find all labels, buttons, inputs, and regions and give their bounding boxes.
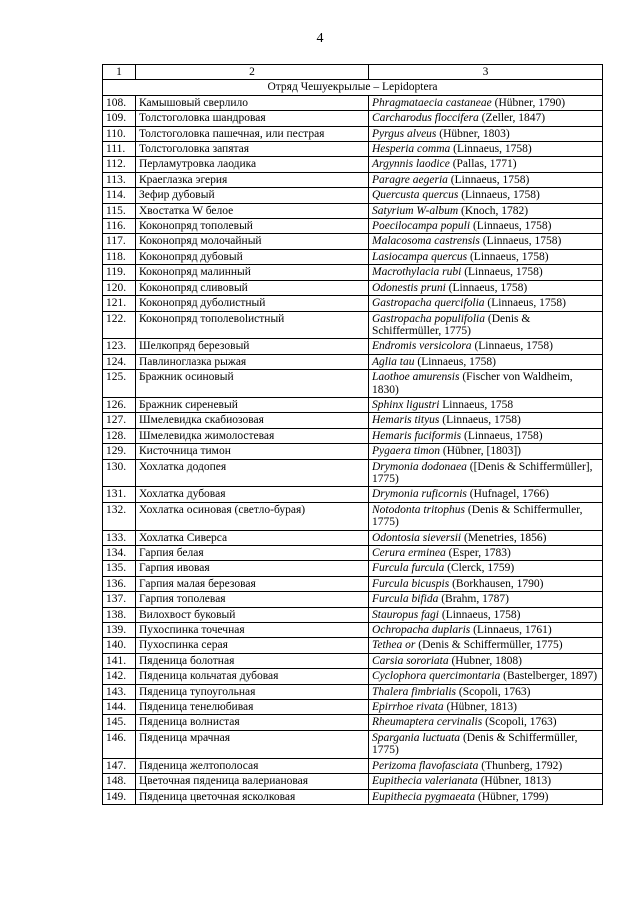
table-row bbox=[103, 234, 603, 249]
russian-name: Камышовый сверлило bbox=[136, 95, 369, 110]
author-year: (Linnaeus, 1758) bbox=[439, 414, 521, 427]
latin-name-cell bbox=[369, 459, 603, 487]
scientific-name: Cyclophora quercimontaria bbox=[372, 670, 501, 683]
column-header-russian-name: 2 bbox=[136, 65, 369, 80]
latin-name-cell bbox=[369, 530, 603, 545]
table-row bbox=[103, 561, 603, 576]
table-row bbox=[103, 311, 603, 339]
author-year: Linnaeus, 1758 bbox=[439, 398, 514, 411]
table-row bbox=[103, 370, 603, 398]
russian-name: Вилохвост буковый bbox=[136, 607, 369, 622]
scientific-name: Pyrgus alveus bbox=[372, 127, 437, 140]
russian-name: Перламутровка лаодика bbox=[136, 157, 369, 172]
latin-name-cell bbox=[369, 653, 603, 668]
row-number: 114. bbox=[103, 188, 136, 203]
latin-name-cell bbox=[369, 95, 603, 110]
russian-name: Пяденица волнистая bbox=[136, 715, 369, 730]
latin-name-cell bbox=[369, 339, 603, 354]
latin-name-cell bbox=[369, 203, 603, 218]
table-row bbox=[103, 730, 603, 758]
author-year: (Bastelberger, 1897) bbox=[500, 670, 598, 683]
scientific-name: Argynnis laodice bbox=[372, 158, 450, 171]
author-year: (Borkhausen, 1790) bbox=[449, 577, 544, 590]
row-number: 120. bbox=[103, 280, 136, 295]
row-number: 121. bbox=[103, 296, 136, 311]
row-number: 148. bbox=[103, 774, 136, 789]
row-number: 124. bbox=[103, 354, 136, 369]
scientific-name: Quercusta quercus bbox=[372, 189, 459, 202]
table-row bbox=[103, 592, 603, 607]
table-row bbox=[103, 95, 603, 110]
latin-name-cell bbox=[369, 370, 603, 398]
row-number: 147. bbox=[103, 758, 136, 773]
author-year: (Esper, 1783) bbox=[445, 547, 511, 559]
russian-name: Толстоголовка шандровая bbox=[136, 111, 369, 126]
russian-name: Пяденица желтополосая bbox=[136, 758, 369, 773]
latin-name-cell bbox=[369, 249, 603, 264]
table-row bbox=[103, 188, 603, 203]
scientific-name: Hesperia comma bbox=[372, 143, 451, 156]
latin-name-cell bbox=[369, 715, 603, 730]
author-year: (Denis & Schiffermüller, 1775) bbox=[372, 312, 531, 337]
scientific-name: Furcula bicuspis bbox=[372, 577, 450, 590]
latin-name-cell bbox=[369, 730, 603, 758]
russian-name: Коконопряд молочайный bbox=[136, 234, 369, 249]
russian-name: Цветочная пяденица валериановая bbox=[136, 774, 369, 789]
russian-name: Павлиноглазка рыжая bbox=[136, 354, 369, 369]
column-header-latin-name: 3 bbox=[369, 65, 603, 80]
author-year: (Fischer von Waldheim, 1830) bbox=[372, 371, 573, 396]
russian-name: Хохлатка Сиверса bbox=[136, 530, 369, 545]
latin-name-cell bbox=[369, 700, 603, 715]
table-row bbox=[103, 669, 603, 684]
russian-name: Коконопряд малинный bbox=[136, 265, 369, 280]
row-number: 143. bbox=[103, 684, 136, 699]
author-year: (Hübner, 1813) bbox=[477, 775, 552, 788]
author-year: (Hubner, 1808) bbox=[448, 654, 522, 667]
latin-name-cell bbox=[369, 561, 603, 576]
table-row bbox=[103, 249, 603, 264]
row-number: 110. bbox=[103, 126, 136, 141]
scientific-name: Aglia tau bbox=[372, 355, 415, 368]
scientific-name: Poecilocampa populi bbox=[372, 220, 471, 233]
table-row bbox=[103, 126, 603, 141]
author-year: (Linnaeus, 1758) bbox=[470, 220, 552, 233]
column-header-row bbox=[103, 65, 603, 80]
scientific-name: Stauropus fagi bbox=[372, 608, 439, 621]
row-number: 111. bbox=[103, 142, 136, 157]
author-year: (Linnaeus, 1758) bbox=[458, 189, 540, 202]
author-year: (Linnaeus, 1758) bbox=[461, 429, 543, 442]
latin-name-cell bbox=[369, 546, 603, 561]
author-year: (Linnaeus, 1758) bbox=[414, 355, 496, 368]
author-year: (Linnaeus, 1758) bbox=[471, 340, 554, 353]
table-row bbox=[103, 157, 603, 172]
latin-name-cell bbox=[369, 413, 603, 428]
russian-name: Коконопряд тополевolистный bbox=[136, 311, 369, 339]
table-row bbox=[103, 413, 603, 428]
scientific-name: Gastropacha quercifolia bbox=[372, 297, 485, 310]
scientific-name: Ochropacha duplaris bbox=[372, 624, 471, 637]
latin-name-cell bbox=[369, 157, 603, 172]
russian-name: Гарпия ивовая bbox=[136, 561, 369, 576]
russian-name: Пухоспинка точечная bbox=[136, 623, 369, 638]
russian-name: Бражник осиновый bbox=[136, 370, 369, 398]
russian-name: Хвостатка W белое bbox=[136, 203, 369, 218]
author-year: (Linnaeus, 1761) bbox=[470, 624, 552, 637]
table-row bbox=[103, 459, 603, 487]
latin-name-cell bbox=[369, 142, 603, 157]
author-year: (Zeller, 1847) bbox=[478, 112, 546, 125]
latin-name-cell bbox=[369, 296, 603, 311]
author-year: (Hufnagel, 1766) bbox=[466, 488, 549, 501]
scientific-name: Endromis versicolora bbox=[372, 340, 472, 353]
russian-name: Хохлатка осиновая (светло-бурая) bbox=[136, 502, 369, 530]
row-number: 132. bbox=[103, 502, 136, 530]
table-row bbox=[103, 715, 603, 730]
scientific-name: Malacosoma castrensis bbox=[372, 235, 480, 248]
table-row bbox=[103, 219, 603, 234]
author-year: (Knoch, 1782) bbox=[458, 204, 529, 217]
row-number: 129. bbox=[103, 444, 136, 459]
russian-name: Гарпия белая bbox=[136, 546, 369, 561]
table-row bbox=[103, 339, 603, 354]
russian-name: Пяденица цветочная ясколковая bbox=[136, 789, 369, 804]
latin-name-cell bbox=[369, 172, 603, 187]
row-number: 139. bbox=[103, 623, 136, 638]
scientific-name: Furcula furcula bbox=[372, 562, 445, 575]
russian-name: Толстоголовка пашечная, или пестрая bbox=[136, 126, 369, 141]
latin-name-cell bbox=[369, 188, 603, 203]
table-row bbox=[103, 265, 603, 280]
scientific-name: Tethea or bbox=[372, 639, 416, 652]
latin-name-cell bbox=[369, 111, 603, 126]
scientific-name: Laothoe amurensis bbox=[372, 371, 460, 384]
scientific-name: Eupithecia pygmaeata bbox=[372, 790, 476, 803]
table-row bbox=[103, 623, 603, 638]
order-title: Отряд Чешуекрылые – Lepidoptera bbox=[103, 80, 603, 95]
row-number: 134. bbox=[103, 546, 136, 561]
scientific-name: Sphinx ligustri bbox=[372, 398, 440, 411]
latin-name-cell bbox=[369, 502, 603, 530]
scientific-name: Carsia sororiata bbox=[372, 654, 449, 667]
row-number: 138. bbox=[103, 607, 136, 622]
latin-name-cell bbox=[369, 280, 603, 295]
latin-name-cell bbox=[369, 444, 603, 459]
row-number: 118. bbox=[103, 249, 136, 264]
row-number: 140. bbox=[103, 638, 136, 653]
table-row bbox=[103, 354, 603, 369]
table-row bbox=[103, 296, 603, 311]
table-row bbox=[103, 428, 603, 443]
russian-name: Кисточница тимон bbox=[136, 444, 369, 459]
row-number: 125. bbox=[103, 370, 136, 398]
table-row bbox=[103, 444, 603, 459]
scientific-name: Pygaera timon bbox=[372, 445, 441, 458]
row-number: 123. bbox=[103, 339, 136, 354]
order-title-row bbox=[103, 80, 603, 95]
table-row bbox=[103, 142, 603, 157]
row-number: 145. bbox=[103, 715, 136, 730]
row-number: 126. bbox=[103, 397, 136, 412]
author-year: (Linnaeus, 1758) bbox=[461, 266, 543, 279]
row-number: 131. bbox=[103, 487, 136, 502]
latin-name-cell bbox=[369, 354, 603, 369]
russian-name: Краеглазка эгерия bbox=[136, 172, 369, 187]
scientific-name: Cerura erminea bbox=[372, 547, 446, 559]
scientific-name: Drymonia ruficornis bbox=[372, 488, 467, 501]
scientific-name: Odontosia sieversii bbox=[372, 531, 462, 544]
table-row bbox=[103, 653, 603, 668]
latin-name-cell bbox=[369, 265, 603, 280]
scientific-name: Eupithecia valerianata bbox=[372, 775, 478, 788]
table-row bbox=[103, 502, 603, 530]
table-row bbox=[103, 203, 603, 218]
row-number: 130. bbox=[103, 459, 136, 487]
row-number: 146. bbox=[103, 730, 136, 758]
author-year: (Linnaeus, 1758) bbox=[479, 235, 562, 248]
scientific-name: Hemaris fuciformis bbox=[372, 429, 462, 442]
author-year: (Clerck, 1759) bbox=[444, 562, 515, 575]
scientific-name: Perizoma flavofasciata bbox=[372, 759, 479, 772]
row-number: 127. bbox=[103, 413, 136, 428]
russian-name: Пяденица тупоугольная bbox=[136, 684, 369, 699]
scientific-name: Furcula bifida bbox=[372, 593, 439, 606]
scientific-name: Odonestis pruni bbox=[372, 281, 446, 294]
author-year: (Scopoli, 1763) bbox=[482, 716, 557, 729]
scientific-name: Gastropacha populifolia bbox=[372, 312, 485, 325]
russian-name: Хохлатка дубовая bbox=[136, 487, 369, 502]
author-year: (Linnaeus, 1758) bbox=[484, 297, 566, 310]
scientific-name: Macrothylacia rubi bbox=[372, 266, 462, 279]
author-year: (Scopoli, 1763) bbox=[456, 685, 531, 698]
latin-name-cell bbox=[369, 428, 603, 443]
table-row bbox=[103, 576, 603, 591]
russian-name: Коконопряд дуболистный bbox=[136, 296, 369, 311]
row-number: 136. bbox=[103, 576, 136, 591]
russian-name: Гарпия тополевая bbox=[136, 592, 369, 607]
table-row bbox=[103, 487, 603, 502]
latin-name-cell bbox=[369, 789, 603, 804]
table-row bbox=[103, 774, 603, 789]
scientific-name: Spargania luctuata bbox=[372, 731, 461, 744]
table-row bbox=[103, 280, 603, 295]
author-year: (Hübner, 1813) bbox=[443, 701, 517, 714]
russian-name: Шмелевидка жимолостевая bbox=[136, 428, 369, 443]
scientific-name: Drymonia dodonaea bbox=[372, 460, 467, 473]
table-row bbox=[103, 638, 603, 653]
row-number: 149. bbox=[103, 789, 136, 804]
row-number: 133. bbox=[103, 530, 136, 545]
russian-name: Зефир дубовый bbox=[136, 188, 369, 203]
russian-name: Пяденица болотная bbox=[136, 653, 369, 668]
row-number: 113. bbox=[103, 172, 136, 187]
row-number: 135. bbox=[103, 561, 136, 576]
table-row bbox=[103, 607, 603, 622]
table-row bbox=[103, 789, 603, 804]
table-row bbox=[103, 172, 603, 187]
table-row bbox=[103, 684, 603, 699]
latin-name-cell bbox=[369, 219, 603, 234]
author-year: (Thunberg, 1792) bbox=[478, 759, 563, 772]
author-year: (Linnaeus, 1758) bbox=[450, 143, 532, 156]
author-year: (Denis & Schiffermuller, 1775) bbox=[372, 503, 583, 529]
author-year: (Linnaeus, 1758) bbox=[447, 173, 530, 186]
latin-name-cell bbox=[369, 126, 603, 141]
author-year: (Brahm, 1787) bbox=[438, 593, 509, 606]
scientific-name: Rheumaptera cervinalis bbox=[372, 716, 483, 729]
russian-name: Пухоспинка серая bbox=[136, 638, 369, 653]
author-year: (Hübner, [1803]) bbox=[440, 445, 522, 458]
russian-name: Коконопряд дубовый bbox=[136, 249, 369, 264]
russian-name: Бражник сиреневый bbox=[136, 397, 369, 412]
russian-name: Толстоголовка запятая bbox=[136, 142, 369, 157]
row-number: 144. bbox=[103, 700, 136, 715]
latin-name-cell bbox=[369, 684, 603, 699]
latin-name-cell bbox=[369, 592, 603, 607]
russian-name: Шмелевидка скабиозовая bbox=[136, 413, 369, 428]
scientific-name: Carcharodus floccifera bbox=[372, 112, 479, 125]
russian-name: Хохлатка додопея bbox=[136, 459, 369, 487]
row-number: 112. bbox=[103, 157, 136, 172]
row-number: 109. bbox=[103, 111, 136, 126]
row-number: 117. bbox=[103, 234, 136, 249]
row-number: 116. bbox=[103, 219, 136, 234]
row-number: 115. bbox=[103, 203, 136, 218]
scientific-name: Epirrhoe rivata bbox=[372, 701, 444, 714]
species-rows bbox=[103, 95, 603, 804]
russian-name: Коконопряд тополевый bbox=[136, 219, 369, 234]
latin-name-cell bbox=[369, 234, 603, 249]
row-number: 122. bbox=[103, 311, 136, 339]
latin-name-cell bbox=[369, 758, 603, 773]
russian-name: Пяденица тенелюбивая bbox=[136, 700, 369, 715]
column-header-number: 1 bbox=[103, 65, 136, 80]
russian-name: Пяденица мрачная bbox=[136, 730, 369, 758]
row-number: 141. bbox=[103, 653, 136, 668]
scientific-name: Satyrium W-album bbox=[372, 204, 459, 217]
latin-name-cell bbox=[369, 607, 603, 622]
russian-name: Коконопряд сливовый bbox=[136, 280, 369, 295]
scientific-name: Lasiocampa quercus bbox=[372, 250, 468, 263]
author-year: (Menetries, 1856) bbox=[461, 531, 547, 544]
author-year: ([Denis & Schiffermüller], 1775) bbox=[372, 460, 593, 485]
russian-name: Пяденица кольчатая дубовая bbox=[136, 669, 369, 684]
author-year: (Hübner, 1799) bbox=[475, 790, 549, 803]
table-row bbox=[103, 700, 603, 715]
author-year: (Linnaeus, 1758) bbox=[445, 281, 528, 294]
latin-name-cell bbox=[369, 576, 603, 591]
latin-name-cell bbox=[369, 669, 603, 684]
table-row bbox=[103, 530, 603, 545]
row-number: 108. bbox=[103, 95, 136, 110]
author-year: (Linnaeus, 1758) bbox=[467, 250, 549, 263]
scientific-name: Phragmataecia castaneae bbox=[372, 96, 492, 109]
row-number: 128. bbox=[103, 428, 136, 443]
author-year: (Linnaeus, 1758) bbox=[438, 608, 521, 621]
author-year: (Hübner, 1790) bbox=[491, 96, 566, 109]
scientific-name: Paragre aegeria bbox=[372, 173, 448, 186]
author-year: (Denis & Schiffermüller, 1775) bbox=[415, 639, 563, 652]
russian-name: Гарпия малая березовая bbox=[136, 576, 369, 591]
scientific-name: Notodonta tritophus bbox=[372, 503, 465, 516]
row-number: 137. bbox=[103, 592, 136, 607]
table-row bbox=[103, 397, 603, 412]
row-number: 119. bbox=[103, 265, 136, 280]
author-year: (Denis & Schiffermüller, 1775) bbox=[372, 731, 578, 757]
latin-name-cell bbox=[369, 638, 603, 653]
author-year: (Pallas, 1771) bbox=[449, 158, 517, 171]
latin-name-cell bbox=[369, 311, 603, 339]
table-row bbox=[103, 758, 603, 773]
page-number: 4 bbox=[316, 31, 324, 46]
species-table bbox=[102, 64, 603, 805]
scientific-name: Hemaris tityus bbox=[372, 414, 440, 427]
latin-name-cell bbox=[369, 774, 603, 789]
latin-name-cell bbox=[369, 623, 603, 638]
author-year: (Hübner, 1803) bbox=[436, 127, 510, 140]
table-row bbox=[103, 546, 603, 561]
latin-name-cell bbox=[369, 487, 603, 502]
scientific-name: Thalera fimbrialis bbox=[372, 685, 457, 698]
russian-name: Шелкопряд березовый bbox=[136, 339, 369, 354]
latin-name-cell bbox=[369, 397, 603, 412]
row-number: 142. bbox=[103, 669, 136, 684]
table-row bbox=[103, 111, 603, 126]
